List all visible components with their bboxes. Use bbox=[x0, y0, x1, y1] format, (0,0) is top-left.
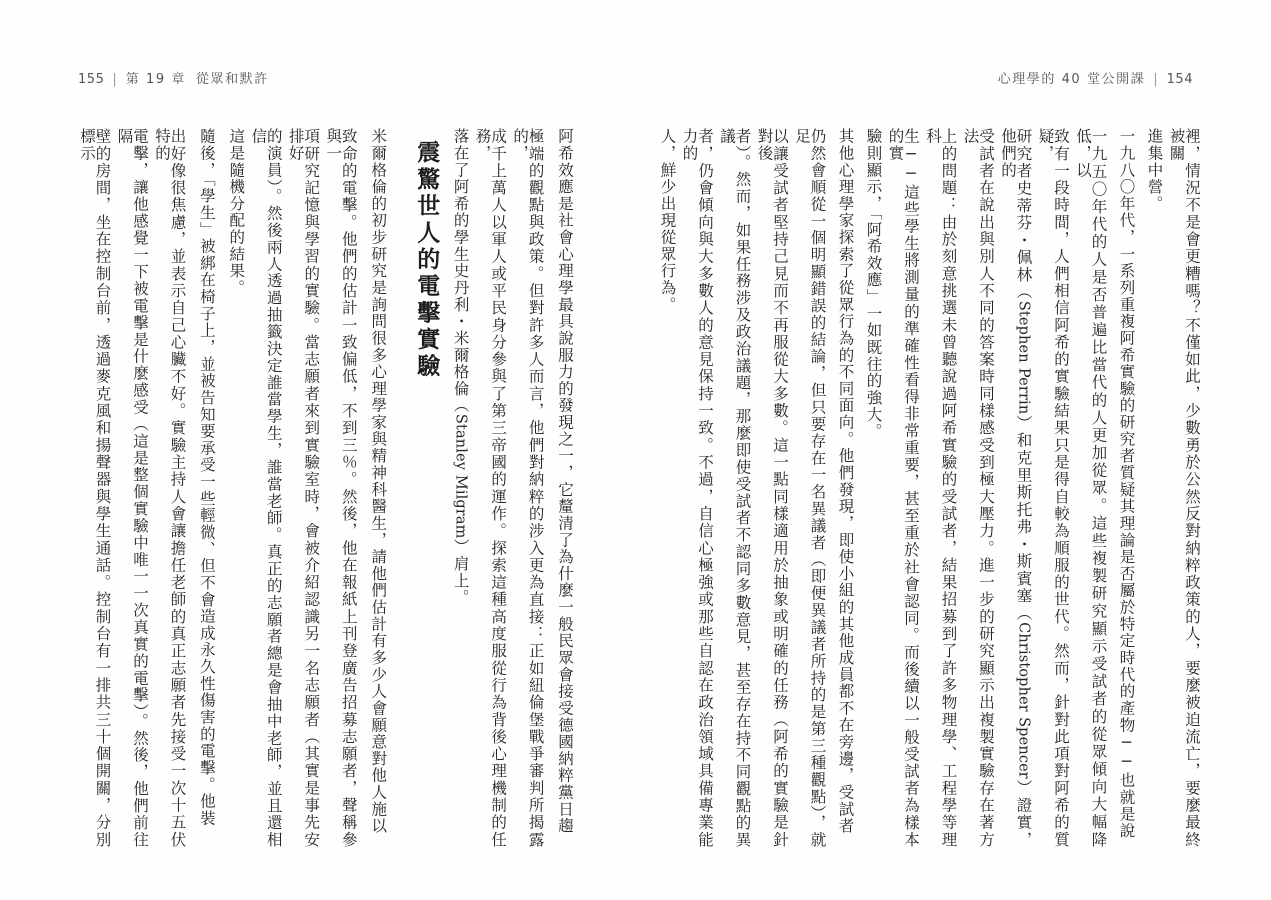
header-separator-recto: | bbox=[1153, 72, 1159, 87]
text-column: 米爾格倫的初步研究是詢問很多心理學家與精神科醫生，請他們估計有多少人會願意對他人施以 bbox=[369, 128, 388, 835]
text-column: 受試者在說出與別人不同的答案時同樣感受到極大壓力。進一步的研究顯示出複製實驗存在著方法 bbox=[961, 128, 995, 848]
header-separator-verso: | bbox=[112, 72, 118, 87]
running-head-recto bbox=[998, 68, 1193, 87]
text-column: 人，鮮少出現從眾行為。 bbox=[658, 128, 677, 313]
chapter-title: 從眾和默許 bbox=[195, 72, 269, 87]
text-column: 驗則顯示，「阿希效應」一如既往的強大。 bbox=[864, 128, 883, 440]
text-column: 這是隨機分配的結果。 bbox=[227, 128, 246, 297]
text-column: 壁的房間，坐在控制台前，透過麥克風和揚聲器與學生通話。控制台有一排共三十個開關，分別標示 bbox=[77, 128, 112, 848]
text-column: 出好像很焦慮，並表示自己心臟不好。實驗主持人會讓擔任老師的真正志願者先接受一次十五伏特的 bbox=[152, 128, 187, 848]
text-column: 致有一段時間，人們相信阿希的實驗結果只是得自較為順服的世代。然而，針對此項對阿希的質疑， bbox=[1036, 128, 1070, 848]
text-column: 其他心理學家探索了從眾行為的不同面向。他們發現，即使小組的其他成員都不在旁邊，受試者 bbox=[836, 128, 855, 835]
text-column: 一九五〇年代的人是否普遍比當代的人更加從眾。這些複製研究顯示受試者的從眾傾向大幅降低，以 bbox=[1074, 128, 1108, 848]
text-column: 的演員）。然後兩人透過抽籤決定誰當學生，誰當老師。真正的志願者總是會抽中老師，並且還相信 bbox=[249, 128, 283, 848]
text-column: 仍然會順從一個明顯錯誤的結論，但只要存在一名異議者（即便異議者所持的是第三種觀點），就足 bbox=[793, 128, 827, 848]
text-column: 研究者史蒂芬・佩林（Stephen Perrin）和克里斯托弗・斯賓塞（Christopher Spencer）證實，他們的 bbox=[999, 128, 1033, 849]
text-column: 阿希效應是社會心理學最具說服力的發現之一，它釐清了為什麼一般民眾會接受德國納粹黨日趨 bbox=[556, 128, 574, 835]
text-column: 裡，情況不是會更糟嗎？不僅如此，少數勇於公然反對納粹政策的人，要麼被迫流亡，要麼最終被關 bbox=[1167, 128, 1201, 848]
text-column: 者）。然而，如果任務涉及政治議題，那麼即使受試者不認同多數意見，甚至存在持不同觀點的異議 bbox=[718, 128, 752, 848]
latin-run: Stephen Perrin bbox=[1015, 300, 1032, 415]
latin-run: Christopher Spencer bbox=[1015, 622, 1032, 779]
text-column: 隨後，「學生」被綁在椅子上，並被告知要承受一些輕微、但不會造成永久性傷害的電擊。他裝 bbox=[197, 128, 216, 827]
text-column: 一九八〇年代，一系列重複阿希實驗的研究者質疑其理論是否屬於特定時代的產物──也就是說 bbox=[1117, 128, 1136, 840]
text-column: 生──這些學生將測量的準確性看得非常重要，甚至重於社會認同。而後續以一般受試者為樣本的實 bbox=[886, 128, 920, 848]
folio-recto: 154 bbox=[1166, 72, 1193, 87]
text-column: 成千上萬人以軍人或平民身分參與了第三帝國的運作。探索這種高度服從行為背後心理機制的任務， bbox=[473, 128, 508, 848]
text-column: 極端的觀點與政策。但對許多人而言，他們對納粹的涉入更為直接：正如紐倫堡戰爭審判所揭露的， bbox=[511, 128, 545, 848]
text-column: 項研究記憶與學習的實驗。當志願者來到實驗室時，會被介紹認識另一名志願者（其實是事先安排好 bbox=[286, 128, 321, 848]
text-column: 進集中營。 bbox=[1145, 128, 1164, 213]
verso-text-block bbox=[72, 128, 572, 848]
text-column: 者，仍會傾向與大多數人的意見保持一致。不過，自信心極強或那些自認在政治領域具備專業能力的 bbox=[680, 128, 714, 848]
recto-text-block bbox=[658, 128, 1201, 849]
text-column: 電擊，讓他感覺一下被電擊是什麼感受（這是整個實驗中唯一一次真實的電擊）。然後，他們前往隔 bbox=[115, 128, 149, 848]
latin-run: Stanley Milgram bbox=[452, 413, 469, 539]
section-heading: 震驚世人的電擊實驗 bbox=[413, 140, 441, 381]
chapter-number: 第 19 章 bbox=[125, 72, 186, 87]
text-column: 上的問題：由於刻意挑選未曾聽說過阿希實驗的受試者，結果招募到了許多物理學、工程學等理科 bbox=[924, 128, 958, 848]
running-head-verso bbox=[78, 68, 269, 87]
book-title: 心理學的 40 堂公開課 bbox=[997, 72, 1146, 87]
folio-verso: 155 bbox=[78, 72, 105, 87]
text-column: 以讓受試者堅持己見而不再服從大多數。這一點同樣適用於抽象或明確的任務（阿希的實驗是針對後 bbox=[755, 128, 789, 848]
text-column: 致命的電擊。他們的估計一致偏低，不到三％。然後，他在報紙上刊登廣告招募志願者，聲稱參與一 bbox=[324, 128, 358, 848]
text-column: 落在了阿希的學生史丹利・米爾格倫（Stanley Milgram）肩上。 bbox=[451, 128, 470, 606]
